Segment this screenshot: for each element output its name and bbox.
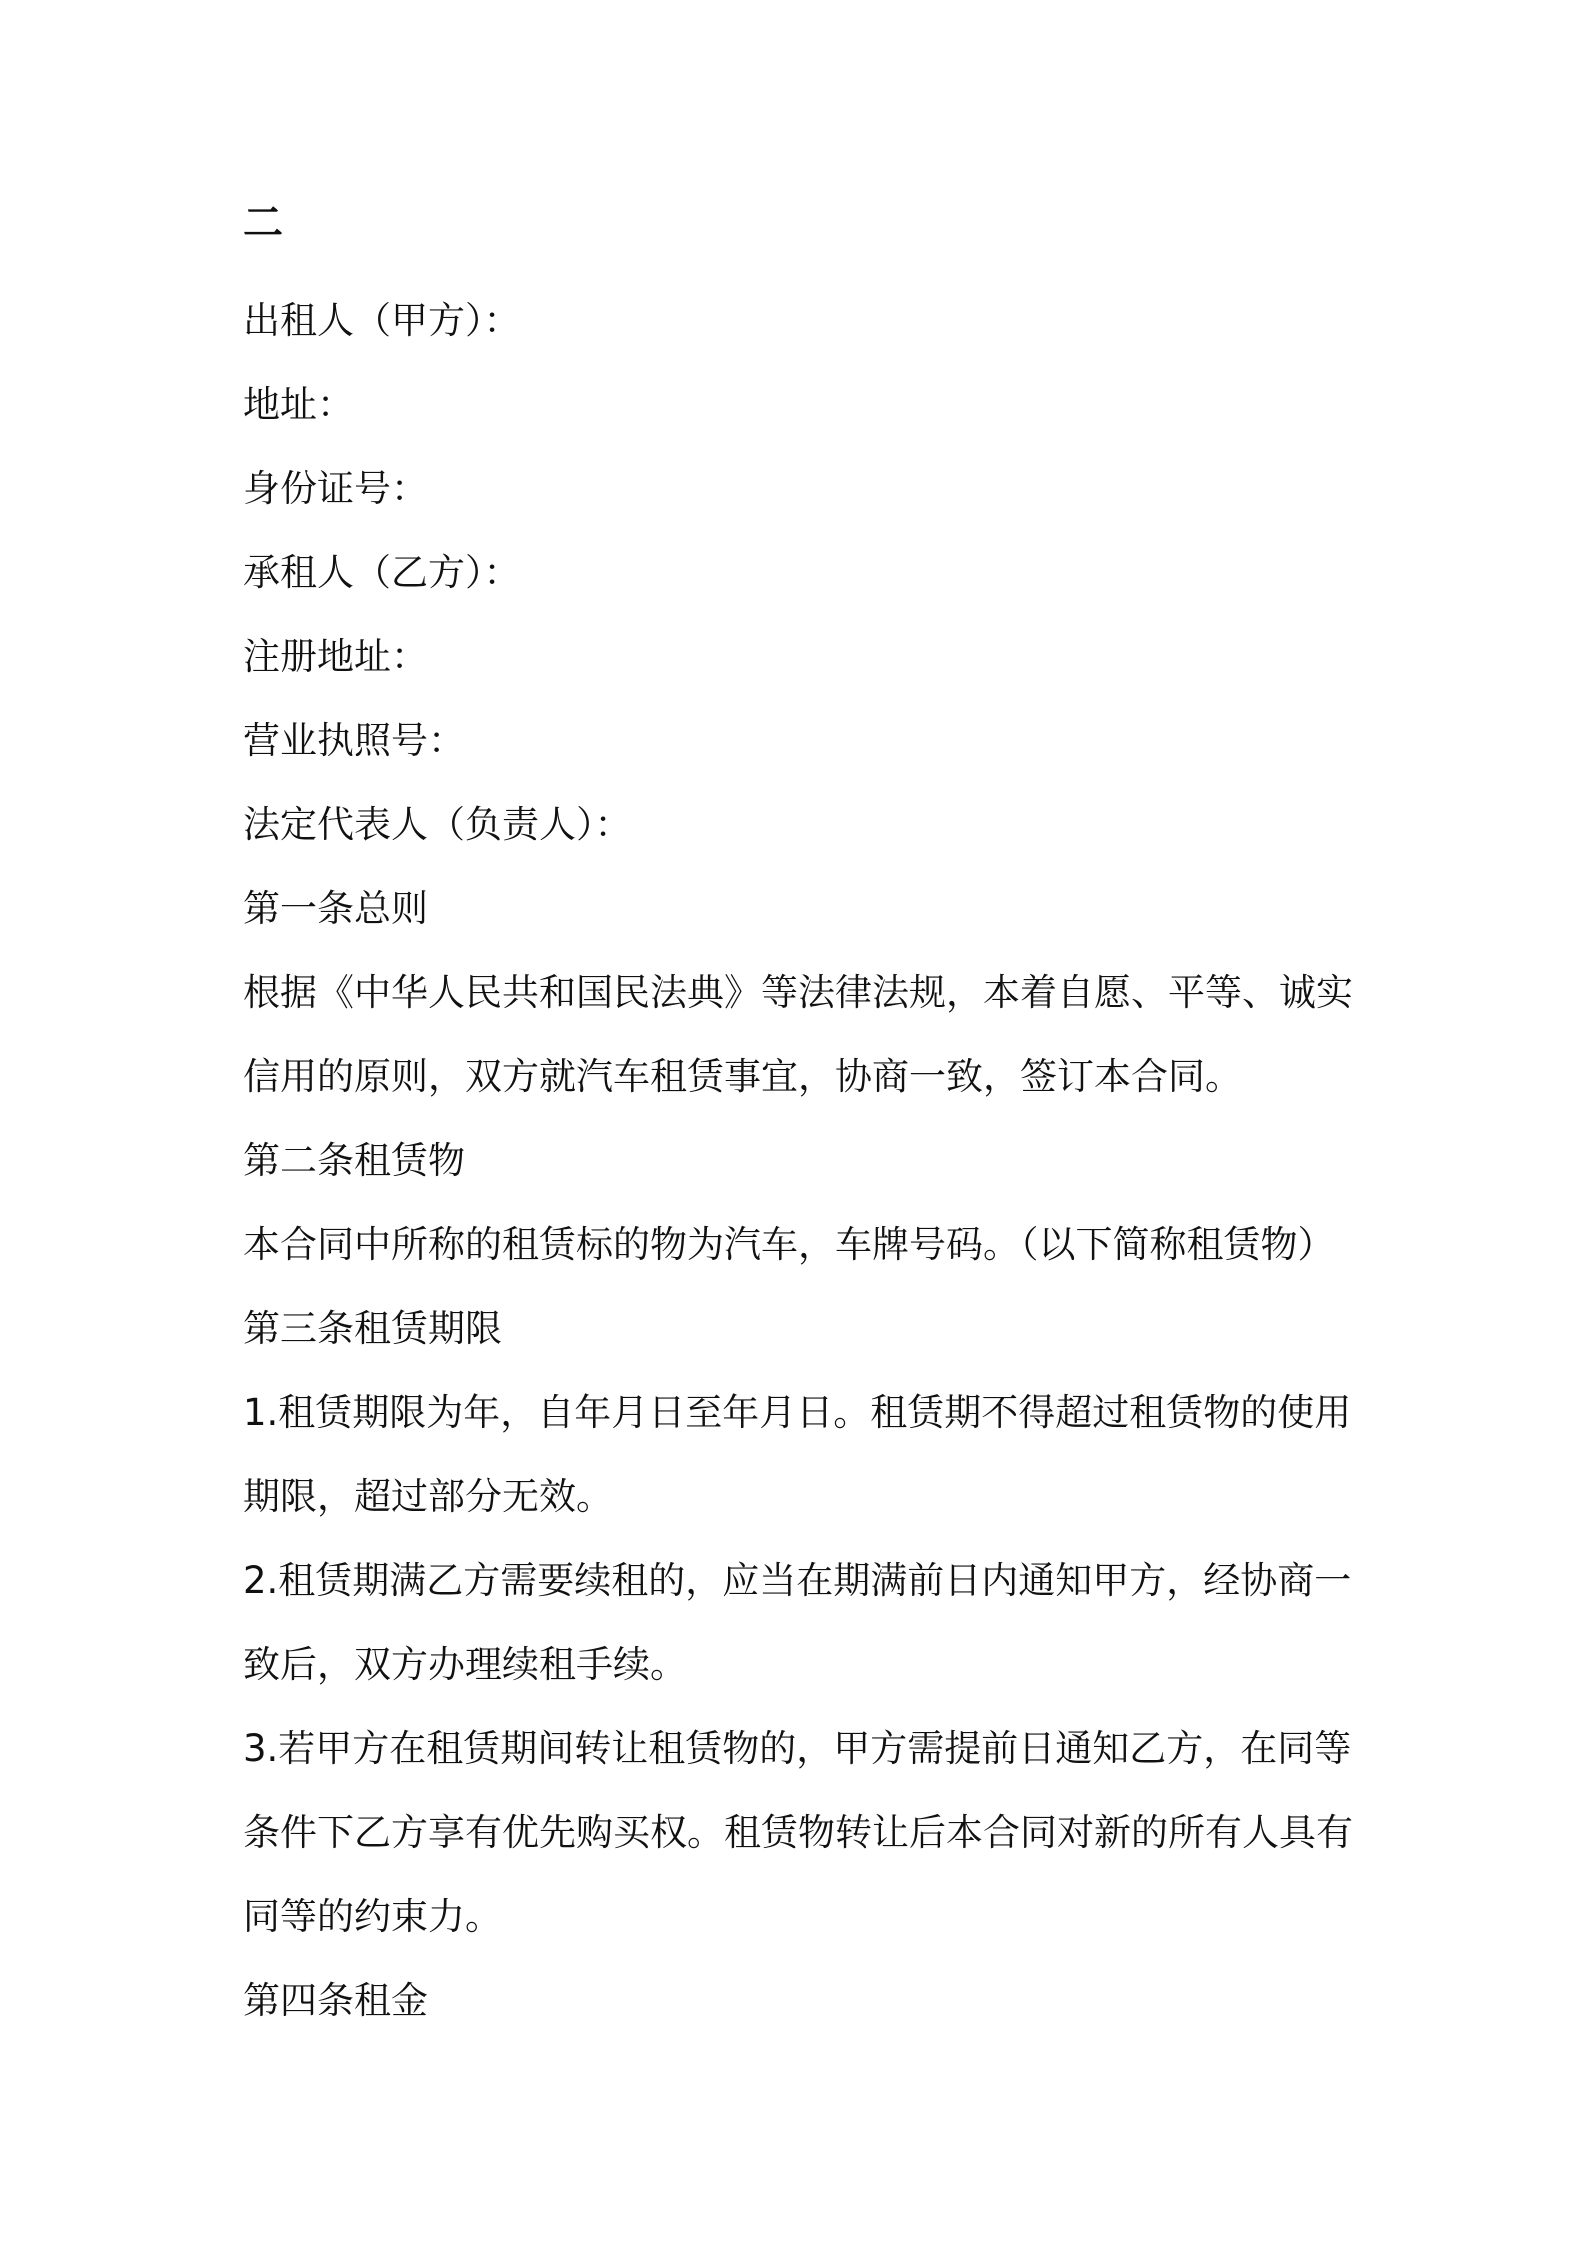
article-3-title: 第三条租赁期限 (243, 1307, 502, 1350)
lessee-license-label: 营业执照号： (243, 719, 465, 762)
lessor-address-label: 地址： (243, 383, 354, 426)
article-1-text-line: 信用的原则，双方就汽车租赁事宜，协商一致，签订本合同。 (243, 1055, 1242, 1098)
article-2-text-line: 本合同中所称的租赁标的物为汽车，车牌号码。（以下简称租赁物） (243, 1223, 1335, 1266)
article-3-text-line: 2.租赁期满乙方需要续租的，应当在期满前日内通知甲方，经协商一 (243, 1559, 1352, 1602)
article-4-title: 第四条租金 (243, 1979, 428, 2022)
article-2-title: 第二条租赁物 (243, 1139, 465, 1182)
article-3-text-line: 1.租赁期限为年，自年月日至年月日。租赁期不得超过租赁物的使用 (243, 1391, 1352, 1434)
lessor-id-label: 身份证号： (243, 467, 428, 510)
lessee-address-label: 注册地址： (243, 635, 428, 678)
lessee-representative-label: 法定代表人（负责人）： (243, 803, 632, 846)
article-3-text-line: 同等的约束力。 (243, 1895, 502, 1938)
page-section-mark: 二 (243, 200, 283, 246)
lessee-label: 承租人（乙方）： (243, 551, 521, 594)
lessor-label: 出租人（甲方）： (243, 299, 521, 342)
document-page (243, 195, 1363, 2043)
article-3-text-line: 致后，双方办理续租手续。 (243, 1643, 687, 1686)
article-1-title: 第一条总则 (243, 887, 428, 930)
article-3-text-line: 条件下乙方享有优先购买权。租赁物转让后本合同对新的所有人具有 (243, 1811, 1353, 1854)
article-3-text-line: 期限，超过部分无效。 (243, 1475, 613, 1518)
article-3-text-line: 3.若甲方在租赁期间转让租赁物的，甲方需提前日通知乙方，在同等 (243, 1727, 1352, 1770)
article-1-text-line: 根据《中华人民共和国民法典》等法律法规，本着自愿、平等、诚实 (243, 971, 1353, 1014)
